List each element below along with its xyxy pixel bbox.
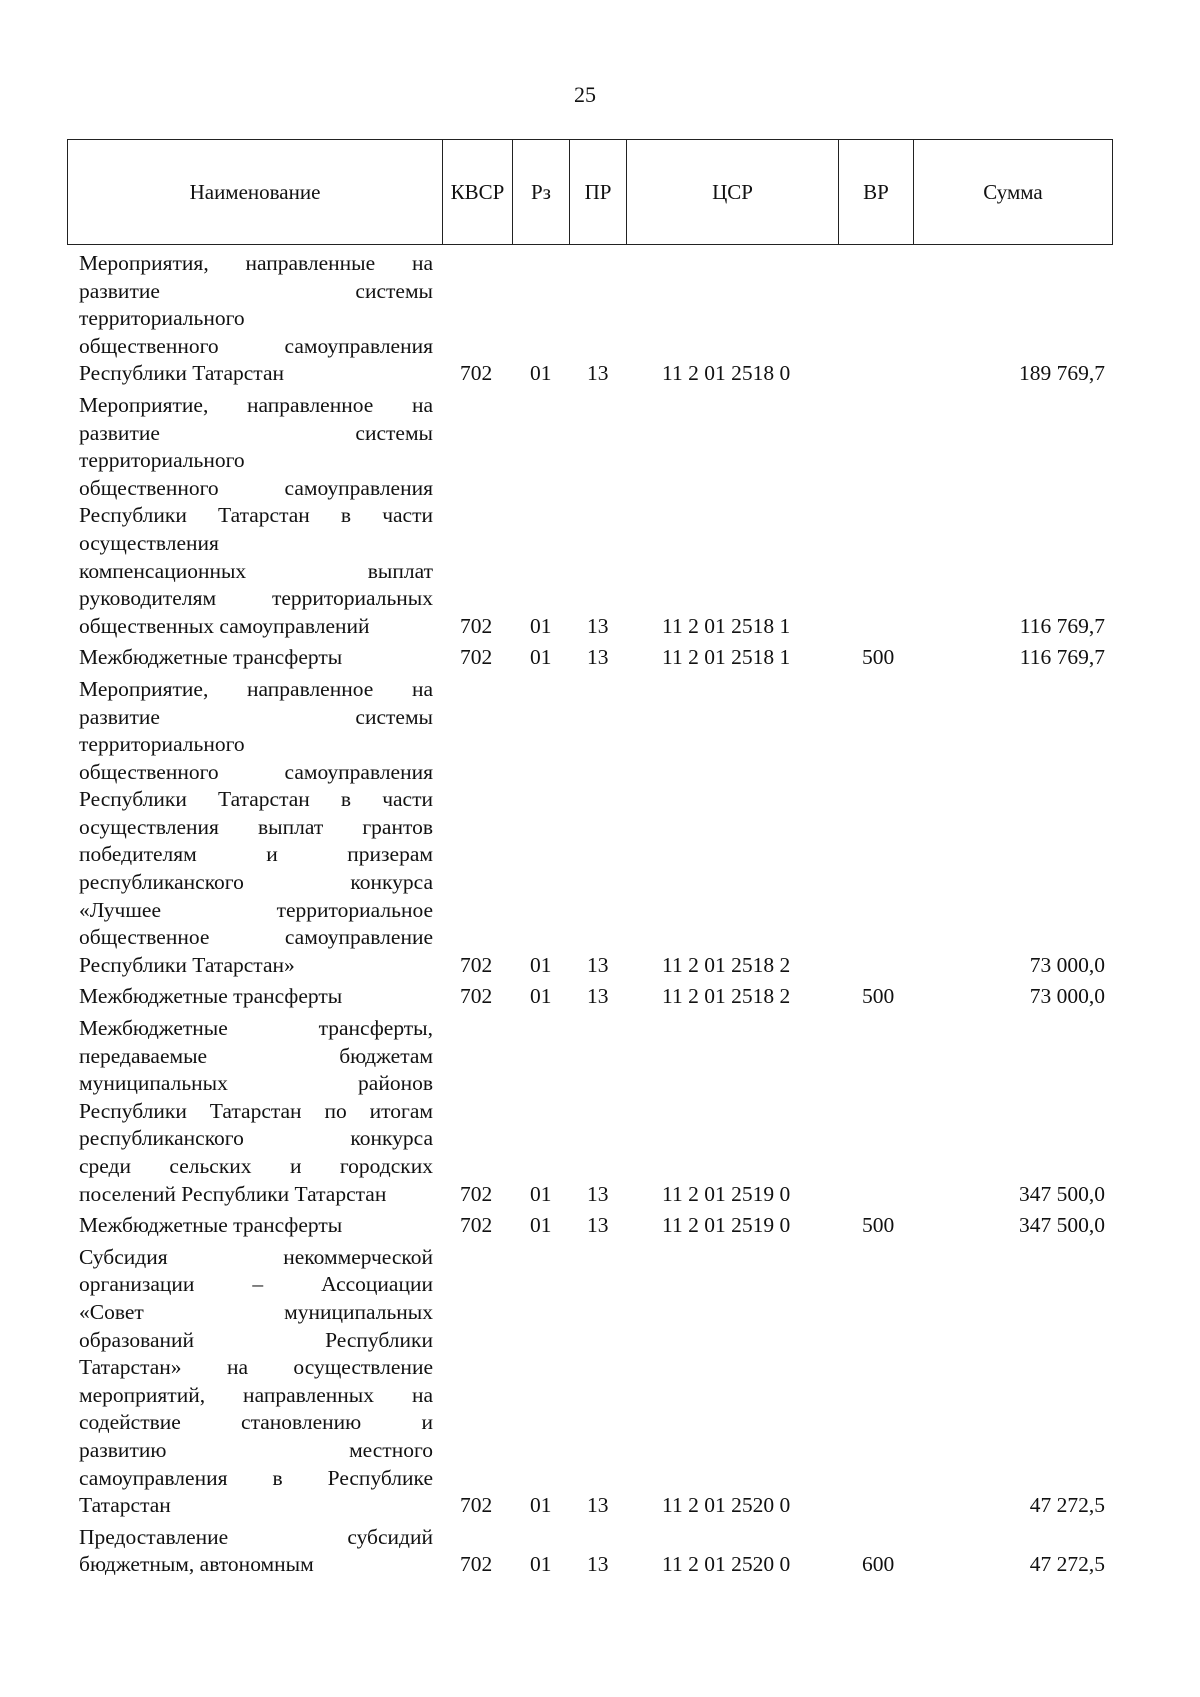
row-name-line: территориального — [79, 306, 245, 331]
row-name-line: Республики Татарстан в части — [79, 503, 433, 528]
row-name — [79, 1212, 433, 1240]
row-name-line: Республики Татарстан по итогам — [79, 1098, 433, 1123]
row-name-line: муниципальных районов — [79, 1071, 433, 1096]
table-row — [0, 1524, 1200, 1579]
row-rz: 01 — [530, 613, 552, 638]
row-name — [79, 983, 433, 1011]
row-pr: 13 — [587, 952, 609, 977]
row-csr: 11 2 01 2518 2 — [662, 952, 791, 977]
row-kvsr: 702 — [460, 361, 493, 386]
row-name-line: Межбюджетные трансферты — [79, 645, 343, 670]
row-name-line: победителям и призерам — [79, 842, 433, 867]
row-pr: 13 — [587, 984, 609, 1009]
row-name — [79, 392, 433, 640]
row-name-line: республиканского конкурса — [79, 1126, 433, 1151]
row-rz: 01 — [530, 1493, 552, 1518]
header-csr: ЦСР — [627, 140, 839, 245]
header-pr: ПР — [570, 140, 627, 245]
row-rz: 01 — [530, 1552, 552, 1577]
row-vr: 500 — [862, 984, 895, 1009]
row-csr: 11 2 01 2520 0 — [662, 1493, 791, 1518]
row-pr: 13 — [587, 1181, 609, 1206]
row-name-line: руководителям территориальных — [79, 586, 433, 611]
row-csr: 11 2 01 2518 1 — [662, 613, 791, 638]
row-name — [79, 644, 433, 672]
row-csr: 11 2 01 2518 0 — [662, 361, 791, 386]
row-name-line: развитию местного — [79, 1437, 433, 1462]
row-sum: 73 000,0 — [1029, 984, 1105, 1009]
header-kvsr: КВСР — [443, 140, 513, 245]
row-kvsr: 702 — [460, 613, 493, 638]
row-name-line: Татарстан — [79, 1493, 171, 1518]
page-number: 25 — [574, 82, 596, 107]
header-vr: ВР — [839, 140, 914, 245]
row-sum: 47 272,5 — [1029, 1493, 1105, 1518]
table-header — [67, 139, 1113, 245]
row-name-line: Межбюджетные трансферты — [79, 1213, 343, 1238]
table-row — [0, 983, 1200, 1011]
row-vr: 600 — [862, 1552, 895, 1577]
row-name-line: Республики Татарстан — [79, 361, 285, 386]
row-name-line: «Лучшее территориальное — [79, 897, 433, 922]
row-csr: 11 2 01 2518 1 — [662, 645, 791, 670]
row-kvsr: 702 — [460, 1181, 493, 1206]
row-name-line: Предоставление субсидий — [79, 1524, 433, 1549]
row-name-line: передаваемые бюджетам — [79, 1043, 433, 1068]
table-row — [0, 644, 1200, 672]
row-name — [79, 1015, 433, 1208]
row-name-line: осуществления — [79, 530, 219, 555]
row-vr: 500 — [862, 1213, 895, 1238]
row-name-line: территориального — [79, 448, 245, 473]
row-sum: 189 769,7 — [1019, 361, 1105, 386]
row-name-line: развитие системы — [79, 704, 433, 729]
row-name-line: осуществления выплат грантов — [79, 814, 433, 839]
row-sum: 73 000,0 — [1029, 952, 1105, 977]
row-kvsr: 702 — [460, 952, 493, 977]
row-name-line: Республики Татарстан» — [79, 952, 295, 977]
row-name-line: Субсидия некоммерческой — [79, 1244, 433, 1269]
table-row — [0, 1244, 1200, 1520]
row-name-line: самоуправления в Республике — [79, 1465, 433, 1490]
row-kvsr: 702 — [460, 1213, 493, 1238]
row-sum: 347 500,0 — [1019, 1213, 1105, 1238]
row-name-line: общественных самоуправлений — [79, 613, 370, 638]
row-kvsr: 702 — [460, 984, 493, 1009]
row-name-line: Татарстан» на осуществление — [79, 1355, 433, 1380]
row-name-line: Мероприятия, направленные на — [79, 251, 433, 275]
row-pr: 13 — [587, 1552, 609, 1577]
table-row — [0, 1015, 1200, 1208]
row-name-line: Мероприятие, направленное на — [79, 676, 433, 701]
row-pr: 13 — [587, 1213, 609, 1238]
table-row — [0, 250, 1200, 388]
row-rz: 01 — [530, 645, 552, 670]
row-kvsr: 702 — [460, 1552, 493, 1577]
row-pr: 13 — [587, 613, 609, 638]
row-name-line: среди сельских и городских — [79, 1154, 433, 1178]
row-name-line: «Совет муниципальных — [79, 1299, 433, 1324]
row-csr: 11 2 01 2519 0 — [662, 1213, 791, 1238]
row-name-line: Межбюджетные трансферты, — [79, 1016, 433, 1041]
row-sum: 116 769,7 — [1019, 613, 1105, 638]
row-name-line: содействие становлению и — [79, 1410, 433, 1435]
row-name-line: Республики Татарстан в части — [79, 787, 433, 812]
table-body — [0, 250, 1200, 1583]
row-rz: 01 — [530, 361, 552, 386]
row-name — [79, 1524, 433, 1579]
row-name — [79, 250, 433, 388]
row-pr: 13 — [587, 1493, 609, 1518]
row-name-line: образований Республики — [79, 1327, 433, 1352]
row-name-line: общественного самоуправления — [79, 333, 433, 358]
header-rz: Рз — [513, 140, 570, 245]
row-name-line: территориального — [79, 732, 245, 757]
row-name-line: общественного самоуправления — [79, 759, 433, 784]
header-name: Наименование — [68, 140, 443, 245]
row-vr: 500 — [862, 645, 895, 670]
row-name-line: республиканского конкурса — [79, 870, 433, 895]
row-name-line: компенсационных выплат — [79, 558, 433, 583]
row-csr: 11 2 01 2519 0 — [662, 1181, 791, 1206]
table-row — [0, 1212, 1200, 1240]
row-rz: 01 — [530, 1181, 552, 1206]
table-row — [0, 392, 1200, 640]
row-sum: 116 769,7 — [1019, 645, 1105, 670]
row-name-line: развитие системы — [79, 278, 433, 303]
row-pr: 13 — [587, 361, 609, 386]
row-csr: 11 2 01 2520 0 — [662, 1552, 791, 1577]
row-rz: 01 — [530, 984, 552, 1009]
row-sum: 47 272,5 — [1029, 1552, 1105, 1577]
row-name-line: Мероприятие, направленное на — [79, 392, 433, 417]
row-name-line: организации – Ассоциации — [79, 1272, 433, 1297]
row-name-line: мероприятий, направленных на — [79, 1382, 433, 1407]
row-name-line: общественного самоуправления — [79, 475, 433, 500]
row-rz: 01 — [530, 952, 552, 977]
row-name-line: развитие системы — [79, 420, 433, 445]
row-csr: 11 2 01 2518 2 — [662, 984, 791, 1009]
row-name — [79, 1244, 433, 1520]
row-name-line: Межбюджетные трансферты — [79, 984, 343, 1009]
row-name-line: общественное самоуправление — [79, 925, 433, 950]
row-pr: 13 — [587, 645, 609, 670]
row-sum: 347 500,0 — [1019, 1181, 1105, 1206]
table-row — [0, 676, 1200, 980]
row-name-line: поселений Республики Татарстан — [79, 1181, 387, 1206]
header-sum: Сумма — [914, 140, 1113, 245]
row-name — [79, 676, 433, 980]
row-name-line: бюджетным, автономным — [79, 1552, 314, 1577]
row-rz: 01 — [530, 1213, 552, 1238]
row-kvsr: 702 — [460, 645, 493, 670]
row-kvsr: 702 — [460, 1493, 493, 1518]
